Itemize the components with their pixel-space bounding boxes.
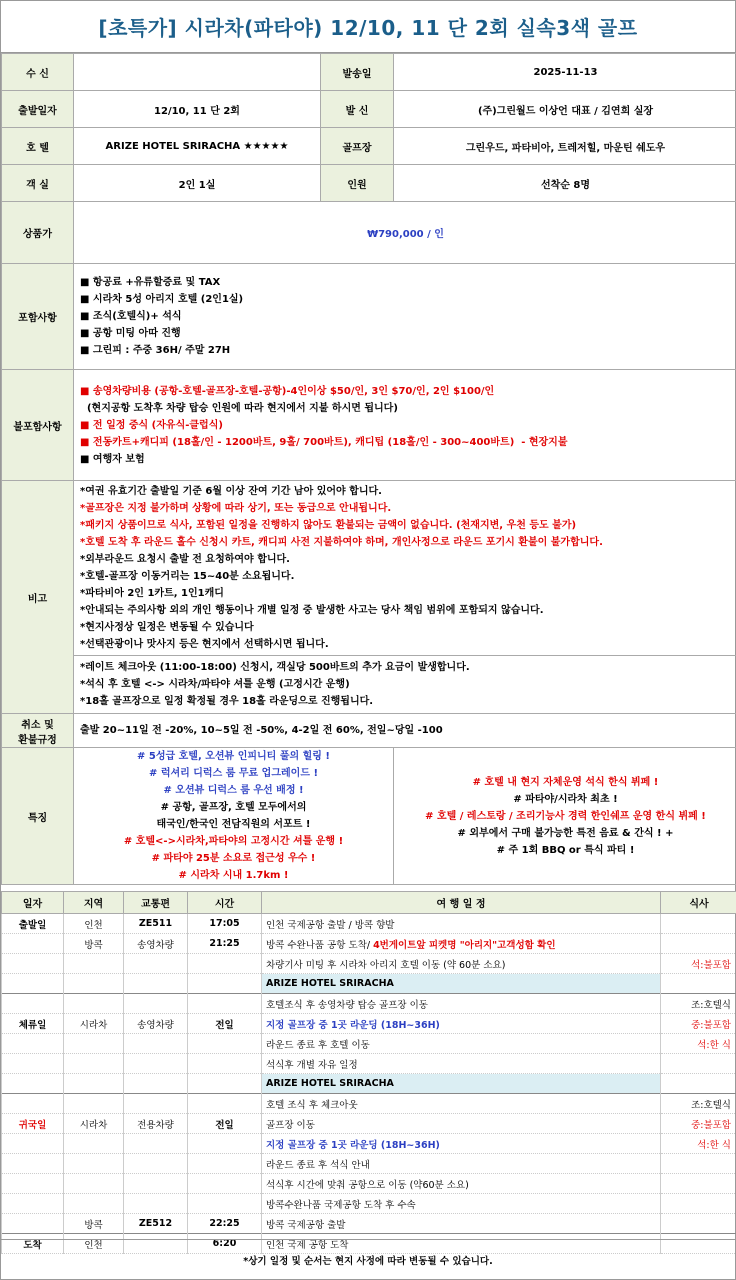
schedule-region xyxy=(64,954,124,974)
schedule-row xyxy=(2,1154,736,1174)
schedule-region xyxy=(64,1054,124,1074)
schedule-transport xyxy=(124,1134,188,1154)
people-value: 선착순 8명 xyxy=(394,165,736,202)
send-date-value: 2025-11-13 xyxy=(394,54,736,91)
notes-extra-item: *18홀 골프장으로 일정 확정될 경우 18홀 라운딩으로 진행됩니다. xyxy=(80,696,374,707)
feature-item: # 오션뷰 디럭스 룸 우선 배정 ! xyxy=(163,785,304,796)
schedule-itinerary: 방콕수완나품 국제공항 도착 후 수속 xyxy=(262,1194,661,1214)
schedule-meal xyxy=(661,934,736,954)
schedule-itinerary: 라운드 종료 후 호텔 이동 xyxy=(262,1034,661,1054)
schedule-time xyxy=(188,954,262,974)
notes-item: *안내되는 주의사항 외의 개인 행동이나 개별 일정 중 발생한 사고는 당사 책임 범위에 포함되지 않습니다. xyxy=(80,605,544,616)
notes-item: *패키지 상품이므로 식사, 포함된 일정을 진행하지 않아도 환불되는 금액이 없습니다. (천재지변, 우천 등도 불가) xyxy=(80,520,577,531)
schedule-transport xyxy=(124,1174,188,1194)
price-label: 상품가 xyxy=(2,202,74,264)
footer-note: *상기 일정 및 순서는 현지 사정에 따라 변동될 수 있습니다. xyxy=(1,1239,735,1279)
schedule-itinerary: 차량기사 미팅 후 시라차 아리지 호텔 이동 (약 60분 소요) xyxy=(262,954,661,974)
hotel-value: ARIZE HOTEL SRIRACHA ★★★★★ xyxy=(74,128,321,165)
schedule-row xyxy=(2,914,736,934)
included-item: ■ 공항 미팅 아따 진행 xyxy=(80,328,181,339)
feature-item: # 호텔 / 레스토랑 / 조리기능사 경력 한인쉐프 운영 한식 뷔페 ! xyxy=(425,810,706,822)
schedule-region xyxy=(64,1174,124,1194)
schedule-meal: 석:한 식 xyxy=(661,1134,736,1154)
people-label: 인원 xyxy=(321,165,394,202)
schedule-row xyxy=(2,1114,736,1134)
notes-item: *골프장은 지정 불가하며 상황에 따라 상기, 또는 동급으로 안내됩니다. xyxy=(80,503,392,514)
schedule-table xyxy=(1,891,736,1254)
schedule-date: 체류일 xyxy=(2,1014,64,1034)
depart-date-label: 출발일자 xyxy=(2,91,74,128)
schedule-region: 방콕 xyxy=(64,934,124,954)
schedule-row xyxy=(2,1074,736,1094)
notes-item: *여권 유효기간 출발일 기준 6월 이상 잔여 기간 남아 있어야 합니다. xyxy=(80,486,382,497)
feature-item: # 외부에서 구매 불가능한 특전 음료 & 간식 ! + xyxy=(457,827,674,839)
excluded-label: 불포함사항 xyxy=(2,370,74,481)
schedule-transport xyxy=(124,1074,188,1094)
schedule-time xyxy=(188,1034,262,1054)
schedule-header-date: 일자 xyxy=(2,892,64,914)
schedule-itinerary: 석식후 시간에 맞춰 공항으로 이동 (약60분 소요) xyxy=(262,1174,661,1194)
schedule-itinerary-highlight: 4번게이트앞 피켓명 "아리지"고객성함 확인 xyxy=(373,939,556,951)
feature-item: 태국인/한국인 전담직원의 서포트 ! xyxy=(156,819,311,830)
recipient-value xyxy=(74,54,321,91)
schedule-date xyxy=(2,1154,64,1174)
feature-item: # 파타야/시라차 최초 ! xyxy=(513,793,618,805)
schedule-time: 17:05 xyxy=(188,914,262,934)
notes-extra-list xyxy=(74,656,736,714)
schedule-region: 시라차 xyxy=(64,1114,124,1134)
schedule-transport xyxy=(124,1034,188,1054)
schedule-date: 도착 xyxy=(2,1234,64,1254)
schedule-meal: 조:호텔식 xyxy=(661,994,736,1014)
schedule-time xyxy=(188,1174,262,1194)
schedule-transport: 송영차량 xyxy=(124,934,188,954)
schedule-header-itinerary: 여 행 일 정 xyxy=(262,892,661,914)
schedule-date xyxy=(2,1054,64,1074)
schedule-time: 전일 xyxy=(188,1014,262,1034)
schedule-header-meal: 식사 xyxy=(661,892,736,914)
schedule-header-region: 지역 xyxy=(64,892,124,914)
schedule-itinerary: 호텔조식 후 송영차량 탑승 골프장 이동 xyxy=(262,994,661,1014)
golf-course-label: 골프장 xyxy=(321,128,394,165)
schedule-region xyxy=(64,1094,124,1114)
features-label: 특징 xyxy=(2,748,74,885)
included-label: 포함사항 xyxy=(2,264,74,370)
schedule-date xyxy=(2,954,64,974)
hotel-label: 호 텔 xyxy=(2,128,74,165)
excluded-item: (현지공항 도착후 차량 탑승 인원에 따라 현지에서 지불 하시면 됩니다) xyxy=(80,402,398,414)
schedule-time: 22:25 xyxy=(188,1214,262,1234)
feature-item: # 호텔<->시라차,파타야의 고정시간 셔틀 운행 ! xyxy=(123,836,344,847)
schedule-meal: 석:한 식 xyxy=(661,1034,736,1054)
schedule-itinerary: 석식후 개별 자유 일정 xyxy=(262,1054,661,1074)
schedule-date xyxy=(2,1214,64,1234)
schedule-row xyxy=(2,934,736,954)
golf-course-value: 그린우드, 파타비아, 트레저힐, 마운틴 쉐도우 xyxy=(394,128,736,165)
schedule-row xyxy=(2,1054,736,1074)
feature-item: # 시라차 시내 1.7km ! xyxy=(178,870,289,881)
schedule-row xyxy=(2,1174,736,1194)
schedule-meal: 조:호텔식 xyxy=(661,1094,736,1114)
info-table xyxy=(1,53,736,885)
recipient-label: 수 신 xyxy=(2,54,74,91)
excluded-list xyxy=(74,370,736,481)
schedule-itinerary: 지정 골프장 중 1곳 라운딩 (18H~36H) xyxy=(262,1014,661,1034)
schedule-transport xyxy=(124,1054,188,1074)
schedule-row xyxy=(2,974,736,994)
schedule-meal xyxy=(661,1214,736,1234)
schedule-transport xyxy=(124,1094,188,1114)
schedule-time xyxy=(188,974,262,994)
schedule-region xyxy=(64,1034,124,1054)
schedule-meal: 석:불포함 xyxy=(661,954,736,974)
features-left xyxy=(74,748,394,885)
schedule-itinerary: 골프장 이동 xyxy=(262,1114,661,1134)
schedule-date: 귀국일 xyxy=(2,1114,64,1134)
document-title: [초특가] 시라차(파타야) 12/10, 11 단 2회 실속3색 골프 xyxy=(1,1,735,53)
schedule-meal: 중:불포함 xyxy=(661,1014,736,1034)
schedule-time xyxy=(188,1154,262,1174)
schedule-row xyxy=(2,1034,736,1054)
excluded-item: ■ 전동카트+캐디피 (18홀/인 - 1200바트, 9홀/ 700바트), 캐디팁 (18홀/인 - 300~400바트) - 현장지불 xyxy=(80,436,568,448)
schedule-itinerary: 라운드 종료 후 석식 안내 xyxy=(262,1154,661,1174)
schedule-itinerary: 호텔 조식 후 체크아웃 xyxy=(262,1094,661,1114)
schedule-meal: 중:불포함 xyxy=(661,1114,736,1134)
notes-item: *현지사정상 일정은 변동될 수 있습니다 xyxy=(80,622,254,633)
notes-item: *외부라운드 요청시 출발 전 요청하여야 합니다. xyxy=(80,554,290,565)
feature-item: # 주 1회 BBQ or 특식 파티 ! xyxy=(496,844,635,856)
notes-list xyxy=(74,481,736,656)
schedule-meal xyxy=(661,1074,736,1094)
schedule-region: 인천 xyxy=(64,914,124,934)
schedule-time xyxy=(188,1094,262,1114)
schedule-row xyxy=(2,954,736,974)
schedule-row xyxy=(2,1094,736,1114)
schedule-transport: ZE512 xyxy=(124,1214,188,1234)
price-value: ₩790,000 / 인 xyxy=(74,202,736,264)
schedule-row xyxy=(2,1014,736,1034)
schedule-time xyxy=(188,1134,262,1154)
schedule-row xyxy=(2,1214,736,1234)
schedule-meal xyxy=(661,1194,736,1214)
schedule-date xyxy=(2,1174,64,1194)
included-item: ■ 시라차 5성 아리지 호텔 (2인1실) xyxy=(80,294,244,305)
schedule-transport: 송영차량 xyxy=(124,1014,188,1034)
notes-item: *호텔 도착 후 라운드 홀수 신청시 카트, 캐디피 사전 지불하여야 하며, 개인사정으로 라운드 포기시 환불이 불가합니다. xyxy=(80,537,603,548)
schedule-transport xyxy=(124,994,188,1014)
schedule-date xyxy=(2,994,64,1014)
sender-label: 발 신 xyxy=(321,91,394,128)
schedule-itinerary xyxy=(262,934,661,954)
included-item: ■ 그린피 : 주중 36H/ 주말 27H xyxy=(80,345,231,356)
feature-item: # 공항, 골프장, 호텔 모두에서의 xyxy=(160,802,307,813)
send-date-label: 발송일 xyxy=(321,54,394,91)
schedule-date xyxy=(2,1194,64,1214)
notes-item: *호텔-골프장 이동거리는 15~40분 소요됩니다. xyxy=(80,571,295,582)
sender-value: (주)그린월드 이상언 대표 / 김연희 실장 xyxy=(394,91,736,128)
included-item: ■ 항공료 +유류할증료 및 TAX xyxy=(80,277,221,288)
schedule-date xyxy=(2,1074,64,1094)
excluded-item: ■ 전 일정 중식 (자유식-클럽식) xyxy=(80,419,223,431)
schedule-transport xyxy=(124,974,188,994)
schedule-itinerary: 방콕 국제공항 출발 xyxy=(262,1214,661,1234)
schedule-meal xyxy=(661,914,736,934)
schedule-hotel-name: ARIZE HOTEL SRIRACHA xyxy=(262,974,661,994)
cancel-label: 취소 및 환불규정 xyxy=(2,714,74,748)
schedule-itinerary: 인천 국제 공항 도착 xyxy=(262,1234,661,1254)
notes-extra-item: *석식 후 호텔 <-> 시라차/파타야 셔틀 운행 (고정시간 운행) xyxy=(80,679,350,690)
schedule-date xyxy=(2,1034,64,1054)
schedule-meal xyxy=(661,1054,736,1074)
cancel-policy: 출발 20~11일 전 -20%, 10~5일 전 -50%, 4-2일 전 60%, 전일~당일 -100 xyxy=(74,714,736,748)
features-right xyxy=(394,748,736,885)
feature-item: # 호텔 내 현지 자체운영 석식 한식 뷔페 ! xyxy=(472,776,659,788)
schedule-transport xyxy=(124,954,188,974)
depart-date-value: 12/10, 11 단 2회 xyxy=(74,91,321,128)
feature-item: # 럭셔리 디럭스 룸 무료 업그레이드 ! xyxy=(148,768,319,779)
schedule-region xyxy=(64,994,124,1014)
included-list xyxy=(74,264,736,370)
notes-label: 비고 xyxy=(2,481,74,714)
schedule-region: 인천 xyxy=(64,1234,124,1254)
schedule-date: 출발일 xyxy=(2,914,64,934)
schedule-row xyxy=(2,1194,736,1214)
schedule-date xyxy=(2,1094,64,1114)
schedule-hotel-name: ARIZE HOTEL SRIRACHA xyxy=(262,1074,661,1094)
schedule-time: 6:20 xyxy=(188,1234,262,1254)
excluded-item: ■ 송영차량비용 (공항-호텔-골프장-호텔-공항)-4인이상 $50/인, 3인 $70/인, 2인 $100/인 xyxy=(80,385,495,397)
schedule-time xyxy=(188,1054,262,1074)
included-item: ■ 조식(호텔식)+ 석식 xyxy=(80,311,182,322)
schedule-transport xyxy=(124,1194,188,1214)
excluded-item: ■ 여행자 보험 xyxy=(80,453,145,465)
schedule-transport: 전용차량 xyxy=(124,1114,188,1134)
schedule-row xyxy=(2,994,736,1014)
feature-item: # 5성급 호텔, 오션뷰 인피니티 풀의 힐링 ! xyxy=(137,751,330,762)
schedule-transport: ZE511 xyxy=(124,914,188,934)
schedule-date xyxy=(2,934,64,954)
schedule-region: 시라차 xyxy=(64,1014,124,1034)
schedule-time: 21:25 xyxy=(188,934,262,954)
room-value: 2인 1실 xyxy=(74,165,321,202)
notes-item: *선택관광이나 맛사지 등은 현지에서 선택하시면 됩니다. xyxy=(80,639,329,650)
notes-extra-item: *레이트 체크아웃 (11:00-18:00) 신청시, 객실당 500바트의 추가 요금이 발생합니다. xyxy=(80,662,470,673)
schedule-meal xyxy=(661,1174,736,1194)
schedule-itinerary: 지정 골프장 중 1곳 라운딩 (18H~36H) xyxy=(262,1134,661,1154)
schedule-date xyxy=(2,1134,64,1154)
schedule-region xyxy=(64,974,124,994)
schedule-region xyxy=(64,1154,124,1174)
schedule-region xyxy=(64,1074,124,1094)
schedule-meal xyxy=(661,1154,736,1174)
schedule-time xyxy=(188,994,262,1014)
room-label: 객 실 xyxy=(2,165,74,202)
schedule-time xyxy=(188,1074,262,1094)
schedule-itinerary: 인천 국제공항 출발 / 방콕 향발 xyxy=(262,914,661,934)
feature-item: # 파타야 25분 소요로 접근성 우수 ! xyxy=(151,853,316,864)
notes-item: *파타비아 2인 1카트, 1인1캐디 xyxy=(80,588,224,599)
schedule-region xyxy=(64,1194,124,1214)
schedule-region xyxy=(64,1134,124,1154)
schedule-date xyxy=(2,974,64,994)
schedule-time: 전일 xyxy=(188,1114,262,1134)
schedule-region: 방콕 xyxy=(64,1214,124,1234)
schedule-time xyxy=(188,1194,262,1214)
schedule-transport xyxy=(124,1154,188,1174)
schedule-row xyxy=(2,1134,736,1154)
schedule-header-time: 시간 xyxy=(188,892,262,914)
schedule-meal xyxy=(661,974,736,994)
schedule-itinerary-part: 방콕 수완나품 공항 도착/ xyxy=(266,939,374,951)
schedule-header-transport: 교통편 xyxy=(124,892,188,914)
